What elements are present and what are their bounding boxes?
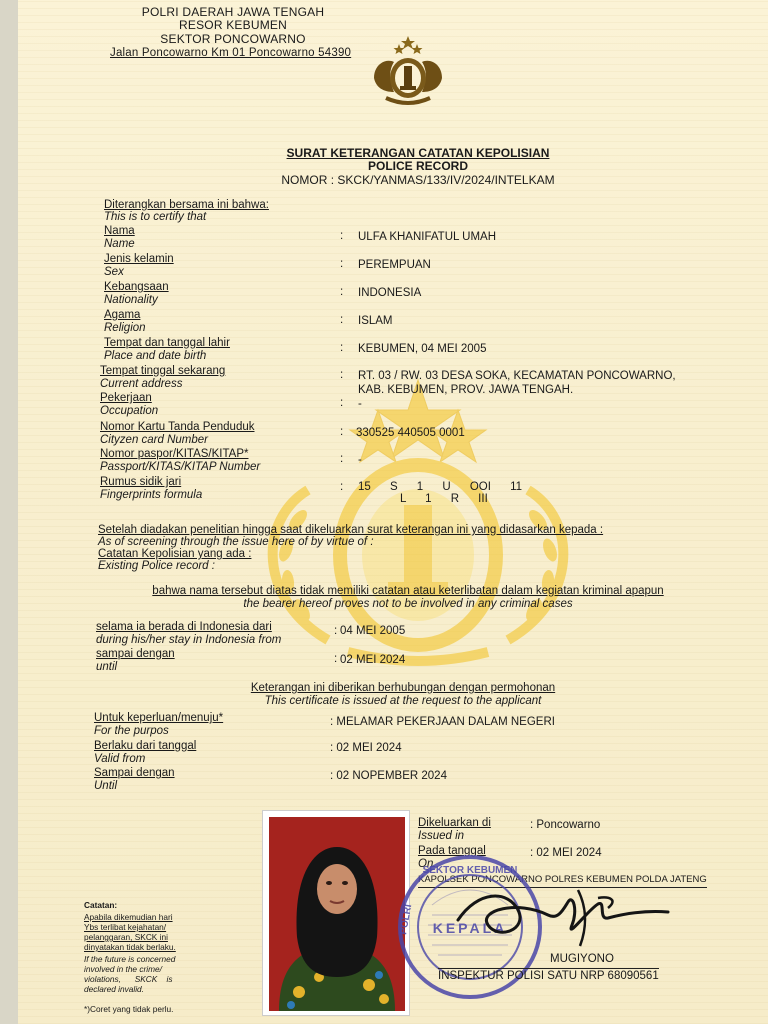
field-value-religion: ISLAM — [358, 315, 393, 327]
screening-en2: Existing Police record : — [98, 560, 215, 572]
police-emblem-watermark-icon — [228, 370, 608, 670]
footnote-id-line: Apabila dikemudian hari — [84, 912, 173, 922]
document-title: SURAT KETERANGAN CATATAN KEPOLISIAN — [286, 146, 550, 160]
field-value-address: RT. 03 / RW. 03 DESA SOKA, KECAMATAN PONCOWARNO, — [358, 370, 676, 382]
stay-from-label: selama ia berada di Indonesia dari — [96, 621, 272, 633]
field-colon: : — [340, 397, 344, 409]
footnote-en-line: violations, SKCK is — [84, 974, 173, 984]
field-value-fingerprint-line2: L 1 R III — [400, 493, 488, 505]
stay-from-en: during his/her stay in Indonesia from — [96, 634, 282, 646]
valid-from-value-text: 02 MEI 2024 — [336, 742, 402, 754]
field-en-fingerprint: Fingerprints formula — [100, 489, 203, 501]
valid-from-label: Berlaku dari tanggal — [94, 740, 197, 752]
field-en-occupation: Occupation — [100, 405, 159, 417]
field-colon: : — [340, 453, 344, 465]
statement-en: the bearer hereof proves not to be involved in any criminal cases — [243, 598, 573, 610]
footnote-en-line: declared invalid. — [84, 984, 144, 994]
field-value-occupation: - — [358, 398, 362, 410]
field-colon: : — [340, 426, 344, 438]
field-colon: : — [334, 625, 338, 637]
field-en-birth: Place and date birth — [104, 350, 207, 362]
request-en: This certificate is issued at the request to the applicant — [264, 695, 542, 707]
issued-date-value-text: 02 MEI 2024 — [536, 847, 602, 859]
field-label-address: Tempat tinggal sekarang — [100, 365, 226, 377]
field-label-occupation: Pekerjaan — [100, 392, 152, 404]
purpose-value: : MELAMAR PEKERJAAN DALAM NEGERI — [330, 716, 555, 728]
issued-date-value: : 02 MEI 2024 — [530, 847, 602, 859]
statement-id: bahwa nama tersebut diatas tidak memiliki catatan atau keterlibatan dalam kegiatan kriminal apapun — [152, 585, 664, 597]
document-number: NOMOR : SKCK/YANMAS/133/IV/2024/INTELKAM — [281, 173, 555, 187]
issued-date-en: On — [418, 858, 434, 870]
intro-en: This is to certify that — [104, 211, 207, 223]
field-value-passport: - — [358, 454, 362, 466]
issued-place-label: Dikeluarkan di — [418, 817, 491, 829]
field-value-name: ULFA KHANIFATUL UMAH — [358, 231, 497, 243]
field-colon: : — [340, 258, 344, 270]
screening-label: Setelah diadakan penelitian hingga saat dikeluarkan surat keterangan ini yang didasarkan kepada : — [98, 524, 604, 536]
field-colon: : — [334, 653, 338, 665]
field-en-passport: Passport/KITAS/KITAP Number — [100, 461, 261, 473]
field-en-id-card: Cityzen card Number — [100, 434, 209, 446]
screening-label2: Catatan Kepolisian yang ada : — [98, 548, 252, 560]
purpose-value-text: MELAMAR PEKERJAAN DALAM NEGERI — [336, 716, 555, 728]
field-label-passport: Nomor paspor/KITAS/KITAP* — [100, 448, 249, 460]
police-crest-icon — [366, 34, 450, 108]
footnote-id-line: dinyatakan tidak berlaku. — [84, 942, 176, 952]
issued-date-label: Pada tanggal — [418, 845, 486, 857]
field-en-address: Current address — [100, 378, 183, 390]
field-label-religion: Agama — [104, 309, 141, 321]
footnote-id-line: pelanggaran, SKCK ini — [84, 932, 168, 942]
stamp-top-text: SEKTOR KEBUMEN — [422, 865, 518, 876]
field-label-nationality: Kebangsaan — [104, 281, 169, 293]
footnote-strike: *)Coret yang tidak perlu. — [84, 1004, 174, 1014]
field-label-id-card: Nomor Kartu Tanda Penduduk — [100, 421, 255, 433]
valid-from-en: Valid from — [94, 753, 146, 765]
field-value-id-card: 330525 440505 0001 — [356, 427, 465, 439]
signatory-rank: INSPEKTUR POLISI SATU NRP 68090561 — [438, 970, 659, 982]
footnote-en-line: If the future is concerned — [84, 954, 176, 964]
valid-until-value: : 02 NOPEMBER 2024 — [330, 770, 447, 782]
valid-until-value-text: 02 NOPEMBER 2024 — [336, 770, 447, 782]
footnote-en-line: involved in the crime/ — [84, 964, 162, 974]
stay-until-en: until — [96, 661, 118, 673]
field-label-sex: Jenis kelamin — [104, 253, 174, 265]
purpose-en: For the purpos — [94, 725, 169, 737]
document-subtitle: POLICE RECORD — [367, 159, 468, 173]
valid-until-en: Until — [94, 780, 118, 792]
screening-en: As of screening through the issue here of by virtue of : — [98, 536, 374, 548]
field-value-nationality: INDONESIA — [358, 287, 422, 299]
field-colon: : — [340, 369, 344, 381]
field-en-sex: Sex — [104, 266, 124, 278]
letterhead-address: Jalan Poncowarno Km 01 Poncowarno 54390 — [110, 47, 352, 59]
intro-label: Diterangkan bersama ini bahwa: — [104, 199, 269, 211]
letterhead-line3: SEKTOR PONCOWARNO — [160, 32, 306, 46]
stay-from-value: 04 MEI 2005 — [340, 625, 406, 637]
field-colon: : — [340, 286, 344, 298]
field-value-address-line2: KAB. KEBUMEN, PROV. JAWA TENGAH. — [358, 384, 574, 396]
field-value-birth: KEBUMEN, 04 MEI 2005 — [358, 343, 487, 355]
stamp-middle-text: KEPALA — [432, 920, 508, 936]
letterhead-line2: RESOR KEBUMEN — [179, 18, 287, 32]
field-en-name: Name — [104, 238, 135, 250]
valid-until-label: Sampai dengan — [94, 767, 175, 779]
stamp-side-text: POLRI — [398, 903, 415, 936]
field-label-fingerprint: Rumus sidik jari — [100, 476, 182, 488]
purpose-label: Untuk keperluan/menuju* — [94, 712, 224, 724]
signature-icon — [448, 880, 678, 952]
issued-place-en: Issued in — [418, 830, 465, 842]
stay-until-value: 02 MEI 2024 — [340, 654, 406, 666]
document-page — [18, 0, 768, 1024]
request-id: Keterangan ini diberikan berhubungan dengan permohonan — [250, 682, 556, 694]
footnote-id-line: Ybs terlibat kejahatan/ — [84, 922, 167, 932]
field-colon: : — [340, 481, 344, 493]
field-label-birth: Tempat dan tanggal lahir — [104, 337, 230, 349]
issued-place-value-text: Poncowarno — [536, 819, 601, 831]
stay-until-label: sampai dengan — [96, 648, 175, 660]
applicant-portrait-icon — [269, 817, 405, 1011]
field-colon: : — [340, 342, 344, 354]
field-value-fingerprint: 15 S 1 U OOI 11 — [358, 481, 523, 493]
field-label-name: Nama — [104, 225, 135, 237]
applicant-photo-frame — [262, 810, 410, 1016]
issued-place-value: : Poncowarno — [530, 819, 601, 831]
field-value-sex: PEREMPUAN — [358, 259, 431, 271]
signatory-name: MUGIYONO — [550, 953, 614, 965]
footnote-title: Catatan: — [84, 900, 118, 910]
field-en-religion: Religion — [104, 322, 146, 334]
letterhead-line1: POLRI DAERAH JAWA TENGAH — [141, 5, 325, 19]
valid-from-value: : 02 MEI 2024 — [330, 742, 402, 754]
applicant-photo — [269, 817, 405, 1011]
field-en-nationality: Nationality — [104, 294, 158, 306]
issuing-office: KAPOLSEK PONCOWARNO POLRES KEBUMEN POLDA JATENG — [418, 873, 707, 888]
field-colon: : — [340, 230, 344, 242]
field-colon: : — [340, 314, 344, 326]
